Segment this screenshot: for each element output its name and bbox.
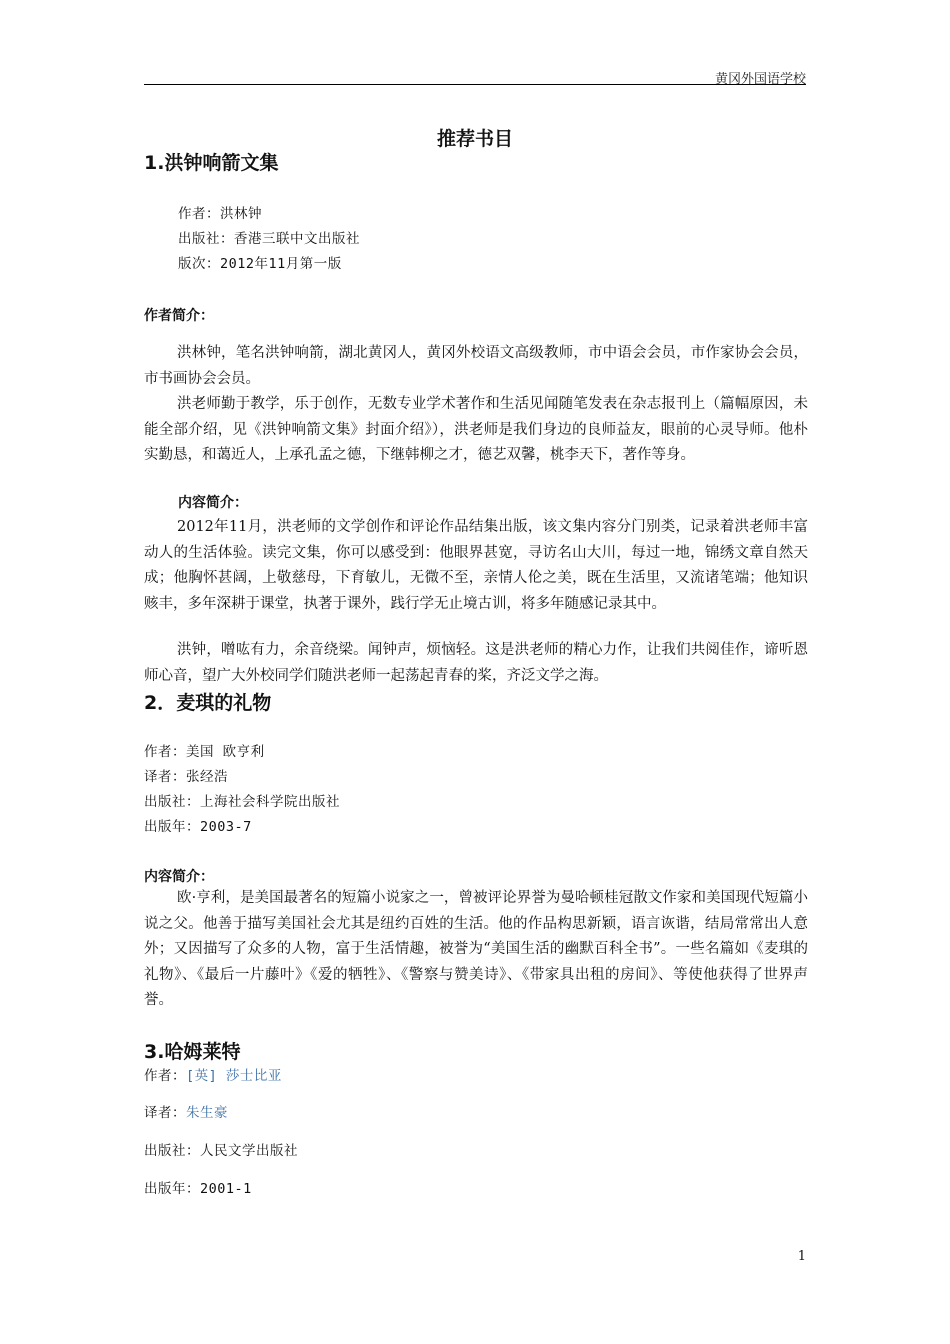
header-divider (144, 84, 806, 85)
book1-content-p2: 洪钟，噌吰有力，余音绕梁。闻钟声，烦恼轻。这是洪老师的精心力作，让我们共阅佳作，谛听恩师心音，望广大外校同学们随洪老师一起荡起青春的桨，齐泛文学之海。 (144, 642, 808, 684)
book3-author-label: 作者： (144, 1068, 186, 1084)
book1-content-heading: 内容简介： (178, 495, 248, 511)
book2-author: 作者：美国 欧亨利 (144, 744, 265, 760)
book1-author: 作者：洪林钟 (178, 206, 262, 222)
book1-edition: 版次：2012年11月第一版 (178, 256, 342, 272)
book1-author-intro-p1: 洪林钟，笔名洪钟响箭，湖北黄冈人，黄冈外校语文高级教师，市中语会会员，市作家协会会员，市书画协会会员。 (144, 345, 808, 387)
book3-translator-label: 译者： (144, 1105, 186, 1121)
book2-publisher: 出版社：上海社会科学院出版社 (144, 794, 340, 810)
book3-author-line (144, 1064, 282, 1084)
book3-translator-line (144, 1101, 228, 1121)
header-school-name: 黄冈外国语学校 (714, 72, 806, 87)
book3-heading: 3.哈姆莱特 (144, 1041, 241, 1063)
book3-author-link[interactable]: [英] 莎士比亚 (186, 1068, 282, 1084)
book2-translator: 译者：张经浩 (144, 769, 228, 785)
page-title: 推荐书目 (436, 128, 513, 150)
book1-publisher: 出版社：香港三联中文出版社 (178, 231, 360, 247)
book1-author-intro-p2: 洪老师勤于教学，乐于创作，无数专业学术著作和生活见闻随笔发表在杂志报刊上（篇幅原因，未能全部介绍，见《洪钟响箭文集》封面介绍》），洪老师是我们身边的良师益友，眼前的心灵导师。他朴实勤恳，和蔼近人，上承孔孟之德，下继韩柳之才，德艺双馨，桃李天下，著作等身。 (144, 396, 808, 463)
book2-content-heading: 内容简介： (144, 869, 214, 885)
book1-content-p1: 2012年11月，洪老师的文学创作和评论作品结集出版，该文集内容分门别类，记录着洪老师丰富动人的生活体验。读完文集，你可以感受到：他眼界甚宽，寻访名山大川，每过一地，锦绣文章自然天成；他胸怀甚阔，上敬慈母，下育敏儿，无微不至，亲情人伦之美，既在生活里，又流诸笔端；他知识赅丰，多年深耕于课堂，执著于课外，践行学无止境古训，将多年随感记录其中。 (144, 519, 808, 612)
book1-author-intro-heading: 作者简介： (144, 308, 214, 324)
book2-year: 出版年：2003-7 (144, 819, 252, 835)
book3-year: 出版年：2001-1 (144, 1181, 252, 1197)
book3-translator-link[interactable]: 朱生豪 (186, 1105, 228, 1121)
book3-publisher: 出版社：人民文学出版社 (144, 1143, 298, 1159)
book2-content-p1: 欧·亨利，是美国最著名的短篇小说家之一，曾被评论界誉为曼哈顿桂冠散文作家和美国现代短篇小说之父。他善于描写美国社会尤其是纽约百姓的生活。他的作品构思新颖，语言诙谐，结局常常出人意外；又因描写了众多的人物，富于生活情趣，被誉为“美国生活的幽默百科全书”。一些名篇如《麦琪的礼物》、《最后一片藤叶》《爱的牺牲》、《警察与赞美诗》、《带家具出租的房间》、等使他获得了世界声誉。 (144, 890, 808, 1008)
book1-heading: 1.洪钟响箭文集 (144, 152, 279, 174)
page-number: 1 (797, 1249, 806, 1264)
book2-heading: 2．麦琪的礼物 (144, 692, 272, 714)
